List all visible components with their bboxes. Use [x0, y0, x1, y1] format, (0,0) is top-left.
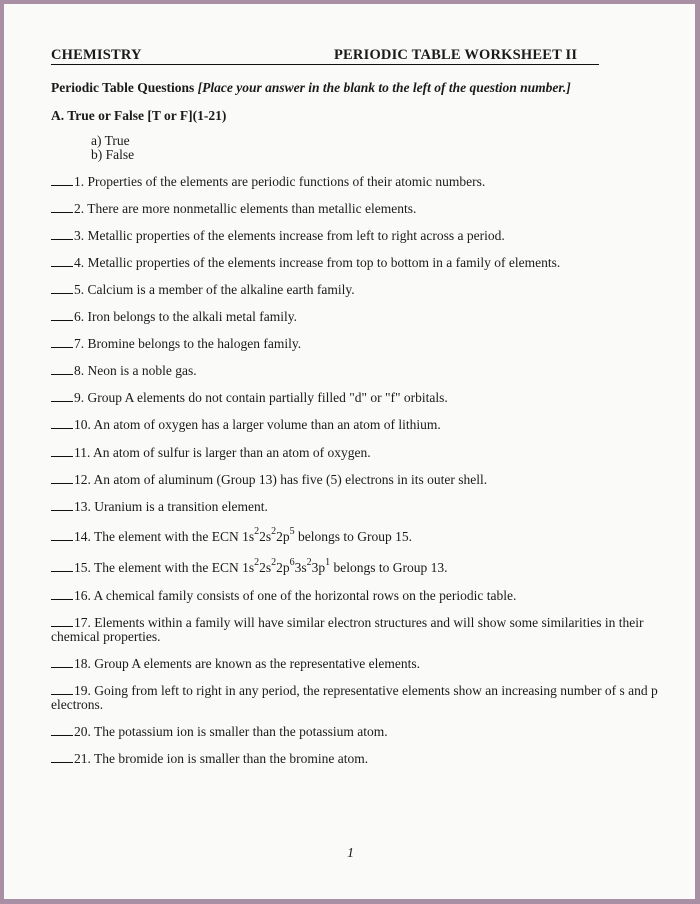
- answer-blank[interactable]: [51, 427, 73, 429]
- worksheet-page: [4, 4, 695, 899]
- superscript: 2: [254, 557, 260, 568]
- answer-blank[interactable]: [51, 693, 73, 695]
- question-10: [51, 418, 441, 432]
- question-text: 7. Bromine belongs to the halogen family.: [74, 336, 302, 351]
- answer-blank[interactable]: [51, 238, 73, 240]
- question-18: [51, 657, 420, 671]
- question-1: [51, 175, 485, 189]
- section-heading: A. True or False [T or F](1-21): [51, 108, 227, 123]
- question-text: 3s: [294, 560, 307, 575]
- question-text: belongs to Group 15.: [294, 529, 412, 544]
- question-text: 21. The bromide ion is smaller than the bromine atom.: [74, 751, 369, 766]
- question-text: 9. Group A elements do not contain partially filled "d" or "f" orbitals.: [74, 390, 448, 405]
- answer-blank[interactable]: [51, 734, 73, 736]
- answer-blank[interactable]: [51, 598, 73, 600]
- question-2: [51, 202, 416, 216]
- superscript: 6: [289, 557, 295, 568]
- question-20: [51, 725, 388, 739]
- question-text: 4. Metallic properties of the elements increase from top to bottom in a family of elements.: [74, 255, 561, 270]
- instructions-note: [Place your answer in the blank to the left of the question number.]: [197, 80, 571, 95]
- question-text: belongs to Group 13.: [330, 560, 448, 575]
- answer-blank[interactable]: [51, 211, 73, 213]
- question-12: [51, 473, 487, 487]
- answer-blank[interactable]: [51, 265, 73, 267]
- question-text: 16. A chemical family consists of one of the horizontal rows on the periodic table.: [74, 588, 517, 603]
- question-9: [51, 391, 448, 405]
- question-text: 2p: [276, 529, 290, 544]
- question-text: 8. Neon is a noble gas.: [74, 363, 197, 378]
- answer-blank[interactable]: [51, 761, 73, 763]
- question-text: 19. Going from left to right in any period, the representative elements show an increasing number of s and p electrons.: [51, 683, 658, 712]
- question-text: 12. An atom of aluminum (Group 13) has five (5) electrons in its outer shell.: [74, 472, 488, 487]
- superscript: 2: [271, 526, 277, 537]
- question-13: [51, 500, 268, 514]
- instructions-title: Periodic Table Questions: [51, 80, 195, 95]
- subject-heading: CHEMISTRY: [51, 47, 142, 63]
- answer-blank[interactable]: [51, 482, 73, 484]
- question-text: 1. Properties of the elements are periodic functions of their atomic numbers.: [74, 174, 486, 189]
- answer-blank[interactable]: [51, 570, 73, 572]
- superscript: 2: [306, 557, 312, 568]
- question-text: 18. Group A elements are known as the representative elements.: [74, 656, 421, 671]
- question-17: [51, 616, 691, 644]
- question-16: [51, 589, 516, 603]
- answer-blank[interactable]: [51, 346, 73, 348]
- option-false: b) False: [91, 147, 135, 162]
- answer-blank[interactable]: [51, 509, 73, 511]
- question-text: 5. Calcium is a member of the alkaline earth family.: [74, 282, 355, 297]
- superscript: 2: [254, 526, 260, 537]
- question-6: [51, 310, 297, 324]
- worksheet-title: PERIODIC TABLE WORKSHEET II: [334, 47, 578, 63]
- question-19: [51, 684, 691, 712]
- question-text: 3. Metallic properties of the elements increase from left to right across a period.: [74, 228, 505, 243]
- answer-blank[interactable]: [51, 539, 73, 541]
- question-3: [51, 229, 505, 243]
- question-text: 15. The element with the ECN 1s: [74, 560, 255, 575]
- question-text: 13. Uranium is a transition element.: [74, 499, 268, 514]
- question-7: [51, 337, 301, 351]
- question-15: [51, 557, 448, 575]
- question-text: 2p: [276, 560, 290, 575]
- question-14: [51, 526, 412, 544]
- question-21: [51, 752, 368, 766]
- question-11: [51, 446, 371, 460]
- answer-blank[interactable]: [51, 455, 73, 457]
- question-text: 14. The element with the ECN 1s: [74, 529, 255, 544]
- question-4: [51, 256, 560, 270]
- instructions: [51, 80, 571, 96]
- answer-blank[interactable]: [51, 400, 73, 402]
- answer-blank[interactable]: [51, 184, 73, 186]
- question-5: [51, 283, 355, 297]
- answer-blank[interactable]: [51, 625, 73, 627]
- question-text: 2s: [259, 560, 272, 575]
- superscript: 2: [271, 557, 277, 568]
- question-text: 2. There are more nonmetallic elements than metallic elements.: [74, 201, 417, 216]
- question-text: 17. Elements within a family will have similar electron structures and will show some similarities in their chemical properties.: [51, 615, 644, 644]
- question-text: 20. The potassium ion is smaller than the potassium atom.: [74, 724, 388, 739]
- question-text: 2s: [259, 529, 272, 544]
- superscript: 5: [289, 526, 295, 537]
- option-true: a) True: [91, 133, 130, 148]
- answer-blank[interactable]: [51, 666, 73, 668]
- question-text: 11. An atom of sulfur is larger than an atom of oxygen.: [74, 445, 371, 460]
- superscript: 1: [325, 557, 331, 568]
- answer-blank[interactable]: [51, 373, 73, 375]
- page-number: 1: [347, 846, 354, 861]
- question-8: [51, 364, 197, 378]
- question-text: 10. An atom of oxygen has a larger volume than an atom of lithium.: [74, 417, 441, 432]
- question-text: 6. Iron belongs to the alkali metal family.: [74, 309, 297, 324]
- header-rule: [51, 64, 599, 65]
- question-text: 3p: [311, 560, 326, 575]
- answer-blank[interactable]: [51, 292, 73, 294]
- answer-blank[interactable]: [51, 319, 73, 321]
